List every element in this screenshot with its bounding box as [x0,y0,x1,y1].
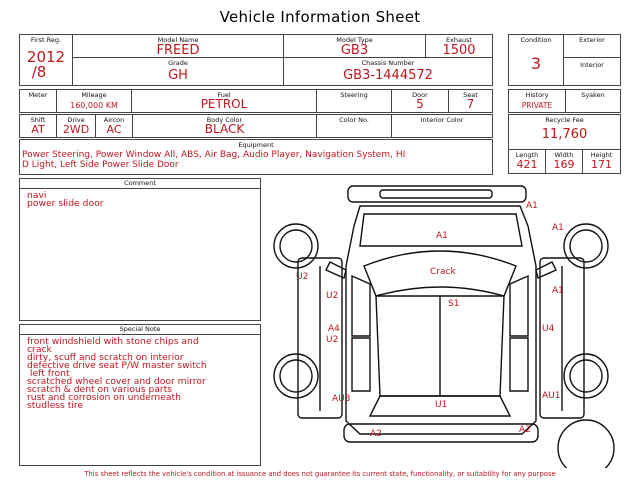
body-color-label: Body Color [206,116,243,124]
interior-color-label: Interior Color [420,116,464,124]
drive-value: 2WD [62,123,90,136]
car-damage-diagram [260,176,630,468]
special-note-line: studless tire [27,400,84,411]
damage-mark: U2 [326,335,339,345]
color-no-label: Color No. [339,116,369,124]
damage-mark: U4 [542,324,555,334]
shift-value: AT [31,123,45,136]
aircon-label: Aircon [103,116,125,124]
special-note-line: scratch & dent on various parts [27,384,173,395]
height-value: 171 [591,158,612,171]
damage-mark: A1 [552,286,564,296]
meter-label: Meter [28,91,48,99]
fuel-value: PETROL [200,97,248,111]
first-reg-value-year: 2012 [26,48,66,66]
exhaust-value: 1500 [442,43,476,58]
special-note-line: front windshield with stone chips and [27,336,199,347]
history-label: History [525,91,549,99]
aircon-value: AC [106,123,122,136]
equipment-line-1: Power Steering, Power Window All, ABS, Air Bag, Audio Player, Navigation System, HI [22,150,406,160]
recycle-fee-value: 11,760 [541,127,588,142]
steering-label: Steering [340,91,368,99]
length-label: Length [515,151,539,159]
damage-mark: U1 [435,400,448,410]
model-type-label: Model Type [336,36,373,44]
body-color-value: BLACK [204,122,245,136]
first-reg-value-month: /8 [31,63,47,81]
model-name-label: Model Name [157,36,199,44]
damage-mark: A1 [552,223,564,233]
grade-value: GH [168,68,188,83]
damage-mark: Crack [430,267,456,277]
mileage-label: Mileage [81,91,107,99]
comment-label: Comment [124,179,156,187]
special-note-line: rust and corrosion on underneath [27,392,181,403]
first-reg-label: First Reg. [30,36,62,44]
condition-value: 3 [530,54,542,73]
seat-label: Seat [463,91,478,99]
damage-mark: A1 [526,201,538,211]
model-name-value: FREED [156,43,200,58]
front-bumper-outline [348,186,526,202]
sheet-title: Vehicle Information Sheet [219,8,421,26]
damage-mark: A2 [370,429,382,439]
exterior-label: Exterior [579,36,605,44]
width-label: Width [554,151,574,159]
spare-tire-icon [558,420,614,468]
width-value: 169 [553,158,575,171]
damage-mark: AU1 [542,391,561,401]
exhaust-label: Exhaust [445,36,473,44]
shift-label: Shift [30,116,46,124]
door-value: 5 [416,97,424,111]
damage-mark: AU3 [332,394,351,404]
damage-mark: A1 [436,231,448,241]
model-type-value: GB3 [340,43,369,58]
damage-mark: U2 [326,291,339,301]
special-note-line: defective drive seat P/W master switch [27,360,207,371]
damage-mark: U2 [296,272,309,282]
drive-label: Drive [67,116,85,124]
disclaimer-footer: This sheet reflects the vehicle's condition at issuance and does not guarantee its current state, functionality, or suitability for any purpose [84,470,556,478]
recycle-fee-label: Recycle Fee [545,116,584,124]
mileage-value: 160,000 KM [70,101,118,110]
damage-mark: S1 [448,299,460,309]
special-note-line: crack [27,344,52,355]
seat-value: 7 [466,97,475,111]
syaken-label: Syaken [581,91,605,99]
damage-mark: A4 [328,324,340,334]
fuel-label: Fuel [217,91,231,99]
equipment-line-2: D Light, Left Side Power Slide Door [22,160,179,170]
history-value: PRIVATE [521,101,553,110]
door-label: Door [412,91,428,99]
damage-mark: A2 [519,425,531,435]
special-note-line: left front [27,368,70,379]
height-label: Height [590,151,613,159]
interior-label: Interior [580,61,604,69]
grade-label: Grade [168,59,188,67]
condition-label: Condition [520,36,552,44]
comment-line: navi [27,190,47,201]
length-value: 421 [516,158,538,171]
chassis-label: Chassis Number [361,59,415,67]
special-note-line: scratched wheel cover and door mirror [27,376,206,387]
comment-line: power slide door [27,198,104,209]
special-note-line: dirty, scuff and scratch on interior [27,352,184,363]
chassis-value: GB3-1444572 [343,68,433,83]
equipment-label: Equipment [238,141,274,149]
special-note-label: Special Note [119,325,161,333]
